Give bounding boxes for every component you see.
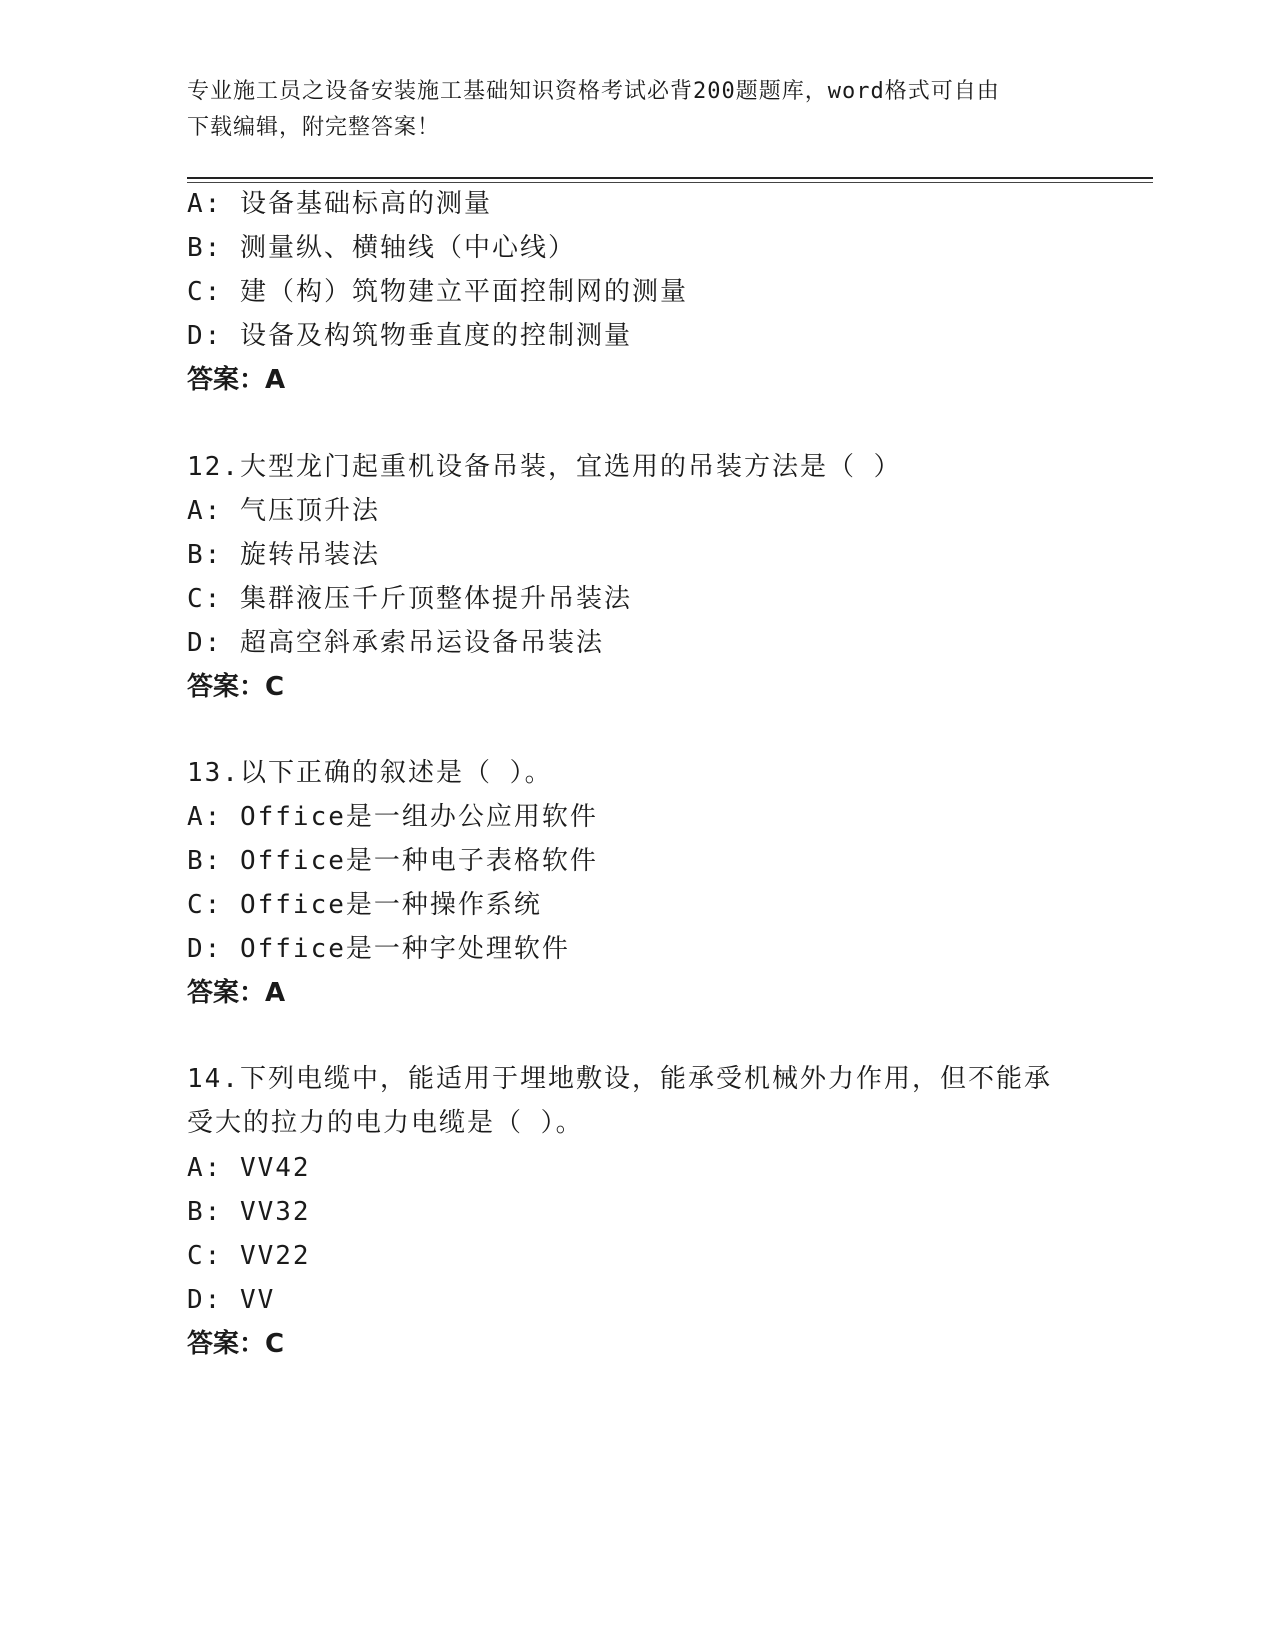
q11-option-c: C: 建（构）筑物建立平面控制网的测量: [187, 277, 688, 307]
header-line-2: 下载编辑，附完整答案！: [187, 115, 441, 140]
header-divider-thick: [187, 177, 1153, 179]
q14-question-line-2: 受大的拉力的电力电缆是（ ）。: [187, 1108, 584, 1138]
q13-option-b: B: Office是一种电子表格软件: [187, 846, 598, 876]
q13-option-d: D: Office是一种字处理软件: [187, 934, 570, 964]
q11-answer: 答案：A: [187, 365, 286, 395]
q14-option-d: D: VV: [187, 1285, 276, 1315]
header-divider-thin: [187, 182, 1153, 183]
q12-option-b: B: 旋转吊装法: [187, 540, 380, 570]
q12-answer: 答案：C: [187, 672, 285, 702]
q14-option-a: A: VV42: [187, 1153, 311, 1183]
q11-option-b: B: 测量纵、横轴线（中心线）: [187, 233, 576, 263]
q13-option-c: C: Office是一种操作系统: [187, 890, 542, 920]
q11-option-d: D: 设备及构筑物垂直度的控制测量: [187, 321, 632, 351]
q14-answer: 答案：C: [187, 1329, 285, 1359]
q12-question: 12.大型龙门起重机设备吊装，宜选用的吊装方法是（ ）: [187, 452, 902, 482]
q14-question-line-1: 14.下列电缆中，能适用于埋地敷设，能承受机械外力作用，但不能承: [187, 1064, 1052, 1094]
q13-question: 13.以下正确的叙述是（ ）。: [187, 758, 553, 788]
q14-option-b: B: VV32: [187, 1197, 311, 1227]
document-header: [187, 74, 1067, 146]
q14-option-c: C: VV22: [187, 1241, 311, 1271]
q12-option-d: D: 超高空斜承索吊运设备吊装法: [187, 628, 604, 658]
q12-option-a: A: 气压顶升法: [187, 496, 380, 526]
q11-option-a: A: 设备基础标高的测量: [187, 189, 492, 219]
header-line-1: 专业施工员之设备安装施工基础知识资格考试必背200题题库，word格式可自由: [187, 79, 1000, 104]
q13-option-a: A: Office是一组办公应用软件: [187, 802, 598, 832]
q13-answer: 答案：A: [187, 978, 286, 1008]
q12-option-c: C: 集群液压千斤顶整体提升吊装法: [187, 584, 632, 614]
